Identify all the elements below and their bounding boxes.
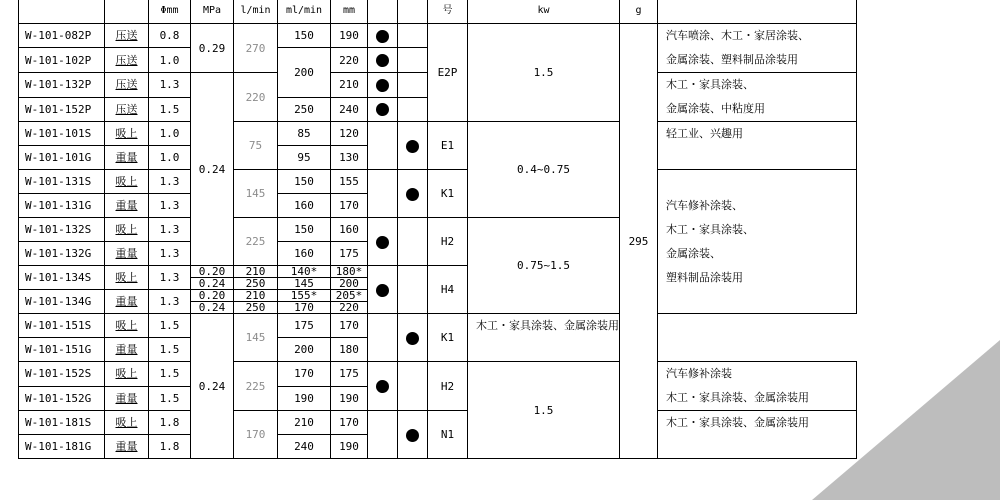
paint-flow-cell: 150 bbox=[278, 170, 331, 194]
nozzle-cell: 1.5 bbox=[149, 314, 191, 338]
type-cell: 吸上 bbox=[105, 362, 149, 387]
pattern-value: 220 bbox=[331, 301, 367, 313]
mark-a-cell bbox=[368, 170, 398, 218]
pattern-cell: 170 bbox=[331, 411, 368, 435]
type-cell: 压送 bbox=[105, 97, 149, 122]
air-value: 250 bbox=[234, 277, 277, 289]
application-cell bbox=[658, 170, 857, 314]
application-line: 木工・家具涂装、 bbox=[666, 222, 754, 236]
application-line: 汽车喷涂、木工・家居涂装、 bbox=[666, 29, 809, 42]
pattern-cell: 170 bbox=[331, 194, 368, 218]
application-line: 金属涂装、 bbox=[666, 246, 721, 260]
application-line: 汽车修补涂装、 bbox=[666, 198, 743, 212]
type-cell: 压送 bbox=[105, 48, 149, 73]
table-row bbox=[19, 122, 857, 146]
pressure-cell: 0.24 bbox=[191, 73, 234, 266]
type-cell: 重量 bbox=[105, 386, 149, 411]
model-cell: W-101-132S bbox=[19, 218, 105, 242]
dot-marker bbox=[406, 188, 419, 201]
nozzle-cell: 1.3 bbox=[149, 218, 191, 242]
pattern-cell: 220 bbox=[331, 48, 368, 73]
pressure-cell: 0.29 bbox=[191, 24, 234, 73]
nozzle-cell: 1.0 bbox=[149, 122, 191, 146]
air-cell: 145 bbox=[234, 314, 278, 362]
model-cell: W-101-131S bbox=[19, 170, 105, 194]
type-cell: 压送 bbox=[105, 24, 149, 48]
application-cell bbox=[658, 24, 857, 73]
pressure-split-cell bbox=[191, 266, 234, 290]
header-mark-b bbox=[398, 0, 428, 24]
dot-marker bbox=[376, 30, 389, 43]
mark-b-cell bbox=[398, 362, 428, 411]
nozzle-cell: 1.5 bbox=[149, 338, 191, 362]
model-cell: W-101-134S bbox=[19, 266, 105, 290]
nozzle-cell: 1.3 bbox=[149, 170, 191, 194]
paint-flow-cell: 150 bbox=[278, 218, 331, 242]
application-line: 汽车修补涂装 bbox=[666, 367, 732, 380]
power-cell: 0.4~0.75 bbox=[468, 122, 620, 218]
pattern-cell: 190 bbox=[331, 435, 368, 459]
application-line: 木工・家具涂装、金属涂装用 bbox=[666, 416, 809, 429]
type-cell: 吸上 bbox=[105, 170, 149, 194]
nozzle-cell: 0.8 bbox=[149, 24, 191, 48]
header-model bbox=[19, 0, 105, 24]
pattern-cell: 155 bbox=[331, 170, 368, 194]
air-cell: 170 bbox=[234, 411, 278, 459]
mark-b-cell bbox=[398, 170, 428, 218]
cup-cell: K1 bbox=[428, 314, 468, 362]
cup-cell: K1 bbox=[428, 170, 468, 218]
header-pressure: MPa bbox=[191, 0, 234, 24]
air-value: 250 bbox=[234, 301, 277, 313]
application-cell bbox=[468, 314, 620, 362]
dot-marker bbox=[376, 380, 389, 393]
power-cell: 1.5 bbox=[468, 362, 620, 459]
type-cell: 压送 bbox=[105, 73, 149, 98]
type-cell: 重量 bbox=[105, 435, 149, 459]
dot-marker bbox=[406, 140, 419, 153]
application-line: 轻工业、兴趣用 bbox=[666, 127, 743, 140]
model-cell: W-101-101G bbox=[19, 146, 105, 170]
paint-flow-cell: 95 bbox=[278, 146, 331, 170]
mark-b-cell bbox=[398, 411, 428, 459]
pattern-split-cell bbox=[331, 266, 368, 290]
pressure-value: 0.20 bbox=[198, 289, 226, 302]
paint-flow-value: 140* bbox=[290, 265, 318, 278]
pattern-cell: 160 bbox=[331, 218, 368, 242]
pattern-cell: 240 bbox=[331, 97, 368, 122]
paint-flow-cell: 240 bbox=[278, 435, 331, 459]
header-paint-flow: ml/min bbox=[278, 0, 331, 24]
pressure-split-cell bbox=[191, 290, 234, 314]
paint-flow-cell: 160 bbox=[278, 194, 331, 218]
nozzle-cell: 1.5 bbox=[149, 362, 191, 387]
air-cell: 270 bbox=[234, 24, 278, 73]
air-split-cell bbox=[234, 266, 278, 290]
mark-b-cell bbox=[398, 266, 428, 314]
mark-a-cell bbox=[368, 314, 398, 362]
cup-cell: N1 bbox=[428, 411, 468, 459]
paint-flow-cell: 150 bbox=[278, 24, 331, 48]
mark-b-cell bbox=[398, 24, 428, 48]
mark-b-cell bbox=[398, 73, 428, 98]
mark-b-cell bbox=[398, 48, 428, 73]
paint-flow-split-cell bbox=[278, 290, 331, 314]
paint-flow-value: 170 bbox=[278, 301, 330, 313]
model-cell: W-101-181G bbox=[19, 435, 105, 459]
air-cell: 145 bbox=[234, 170, 278, 218]
paint-flow-cell: 210 bbox=[278, 411, 331, 435]
pattern-value: 205* bbox=[335, 289, 363, 302]
model-cell: W-101-132G bbox=[19, 242, 105, 266]
paint-flow-cell: 200 bbox=[278, 338, 331, 362]
header-air: l/min bbox=[234, 0, 278, 24]
mark-a-cell bbox=[368, 73, 398, 98]
paint-flow-cell: 200 bbox=[278, 48, 331, 98]
application-line: 金属涂装、塑料制品涂装用 bbox=[666, 53, 798, 66]
model-cell: W-101-181S bbox=[19, 411, 105, 435]
pattern-cell: 175 bbox=[331, 362, 368, 387]
nozzle-cell: 1.5 bbox=[149, 97, 191, 122]
spec-table-wrapper bbox=[18, 0, 857, 459]
nozzle-cell: 1.3 bbox=[149, 73, 191, 98]
table-row bbox=[19, 362, 857, 387]
paint-flow-cell: 160 bbox=[278, 242, 331, 266]
paint-flow-cell: 175 bbox=[278, 314, 331, 338]
application-line: 木工・家具涂装、金属涂装用 bbox=[666, 391, 809, 404]
paint-flow-value: 155* bbox=[290, 289, 318, 302]
application-cell bbox=[658, 362, 857, 411]
mark-a-cell bbox=[368, 48, 398, 73]
air-cell: 225 bbox=[234, 362, 278, 411]
application-line: 塑料制品涂装用 bbox=[666, 270, 743, 284]
nozzle-cell: 1.3 bbox=[149, 194, 191, 218]
table-row bbox=[19, 24, 857, 48]
nozzle-cell: 1.5 bbox=[149, 386, 191, 411]
pattern-cell: 190 bbox=[331, 386, 368, 411]
pattern-split-cell bbox=[331, 290, 368, 314]
nozzle-cell: 1.0 bbox=[149, 48, 191, 73]
dot-marker bbox=[406, 429, 419, 442]
type-cell: 吸上 bbox=[105, 266, 149, 290]
mark-a-cell bbox=[368, 411, 398, 459]
type-cell: 吸上 bbox=[105, 122, 149, 146]
application-cell bbox=[658, 73, 857, 122]
weight-cell: 295 bbox=[620, 24, 658, 459]
paint-flow-value: 145 bbox=[278, 277, 330, 289]
air-split-cell bbox=[234, 290, 278, 314]
table-row bbox=[19, 314, 857, 338]
type-cell: 重量 bbox=[105, 338, 149, 362]
paint-flow-split-cell bbox=[278, 266, 331, 290]
pattern-cell: 170 bbox=[331, 314, 368, 338]
type-cell: 重量 bbox=[105, 194, 149, 218]
pattern-cell: 120 bbox=[331, 122, 368, 146]
model-cell: W-101-134G bbox=[19, 290, 105, 314]
model-cell: W-101-102P bbox=[19, 48, 105, 73]
header-application bbox=[658, 0, 857, 24]
model-cell: W-101-151G bbox=[19, 338, 105, 362]
mark-a-cell bbox=[368, 122, 398, 170]
cup-cell: E2P bbox=[428, 24, 468, 122]
cup-cell: H2 bbox=[428, 362, 468, 411]
pattern-cell: 130 bbox=[331, 146, 368, 170]
nozzle-cell: 1.3 bbox=[149, 242, 191, 266]
dot-marker bbox=[376, 79, 389, 92]
model-cell: W-101-101S bbox=[19, 122, 105, 146]
mark-a-cell bbox=[368, 97, 398, 122]
power-cell: 1.5 bbox=[468, 24, 620, 122]
dot-marker bbox=[406, 332, 419, 345]
paint-flow-cell: 190 bbox=[278, 386, 331, 411]
cup-cell: H2 bbox=[428, 218, 468, 266]
type-cell: 吸上 bbox=[105, 218, 149, 242]
pressure-value: 0.20 bbox=[198, 265, 226, 278]
mark-a-cell bbox=[368, 362, 398, 411]
application-cell bbox=[658, 122, 857, 170]
model-cell: W-101-151S bbox=[19, 314, 105, 338]
cup-cell: E1 bbox=[428, 122, 468, 170]
table-row bbox=[19, 411, 857, 435]
type-cell: 吸上 bbox=[105, 314, 149, 338]
model-cell: W-101-152S bbox=[19, 362, 105, 387]
header-row bbox=[19, 0, 857, 24]
header-mark-a bbox=[368, 0, 398, 24]
header-weight: g bbox=[620, 0, 658, 24]
pattern-cell: 175 bbox=[331, 242, 368, 266]
model-cell: W-101-131G bbox=[19, 194, 105, 218]
nozzle-cell: 1.8 bbox=[149, 435, 191, 459]
nozzle-cell: 1.3 bbox=[149, 266, 191, 290]
type-cell: 重量 bbox=[105, 242, 149, 266]
air-value: 210 bbox=[245, 289, 266, 302]
pattern-value: 180* bbox=[335, 265, 363, 278]
mark-a-cell bbox=[368, 24, 398, 48]
paint-flow-cell: 170 bbox=[278, 362, 331, 387]
spec-table bbox=[18, 0, 857, 459]
air-cell: 220 bbox=[234, 73, 278, 122]
air-cell: 225 bbox=[234, 218, 278, 266]
dot-marker bbox=[376, 54, 389, 67]
mark-b-cell bbox=[398, 314, 428, 362]
model-cell: W-101-132P bbox=[19, 73, 105, 98]
pattern-cell: 180 bbox=[331, 338, 368, 362]
header-cup: 号 bbox=[428, 0, 468, 24]
nozzle-cell: 1.8 bbox=[149, 411, 191, 435]
air-cell: 75 bbox=[234, 122, 278, 170]
application-cell bbox=[658, 411, 857, 459]
type-cell: 重量 bbox=[105, 290, 149, 314]
pattern-value: 200 bbox=[331, 277, 367, 289]
pattern-cell: 190 bbox=[331, 24, 368, 48]
nozzle-cell: 1.3 bbox=[149, 290, 191, 314]
application-line: 金属涂装、中粘度用 bbox=[666, 102, 765, 115]
dot-marker bbox=[376, 284, 389, 297]
mark-b-cell bbox=[398, 122, 428, 170]
pressure-cell: 0.24 bbox=[191, 314, 234, 459]
header-type bbox=[105, 0, 149, 24]
model-cell: W-101-152P bbox=[19, 97, 105, 122]
pressure-value: 0.24 bbox=[191, 277, 233, 289]
type-cell: 重量 bbox=[105, 146, 149, 170]
air-value: 210 bbox=[245, 265, 266, 278]
paint-flow-cell: 250 bbox=[278, 97, 331, 122]
mark-b-cell bbox=[398, 97, 428, 122]
nozzle-cell: 1.0 bbox=[149, 146, 191, 170]
power-cell: 0.75~1.5 bbox=[468, 218, 620, 314]
mark-a-cell bbox=[368, 218, 398, 266]
table-row bbox=[19, 170, 857, 194]
type-cell: 吸上 bbox=[105, 411, 149, 435]
dot-marker bbox=[376, 236, 389, 249]
pressure-value: 0.24 bbox=[191, 301, 233, 313]
cup-cell: H4 bbox=[428, 266, 468, 314]
pattern-cell: 210 bbox=[331, 73, 368, 98]
header-pattern: mm bbox=[331, 0, 368, 24]
application-line: 木工・家具涂装、 bbox=[666, 78, 754, 91]
mark-b-cell bbox=[398, 218, 428, 266]
header-nozzle: Φmm bbox=[149, 0, 191, 24]
application-line: 木工・家具涂装、金属涂装用 bbox=[476, 319, 619, 332]
mark-a-cell bbox=[368, 266, 398, 314]
model-cell: W-101-152G bbox=[19, 386, 105, 411]
dot-marker bbox=[376, 103, 389, 116]
model-cell: W-101-082P bbox=[19, 24, 105, 48]
header-power: kw bbox=[468, 0, 620, 24]
paint-flow-cell: 85 bbox=[278, 122, 331, 146]
